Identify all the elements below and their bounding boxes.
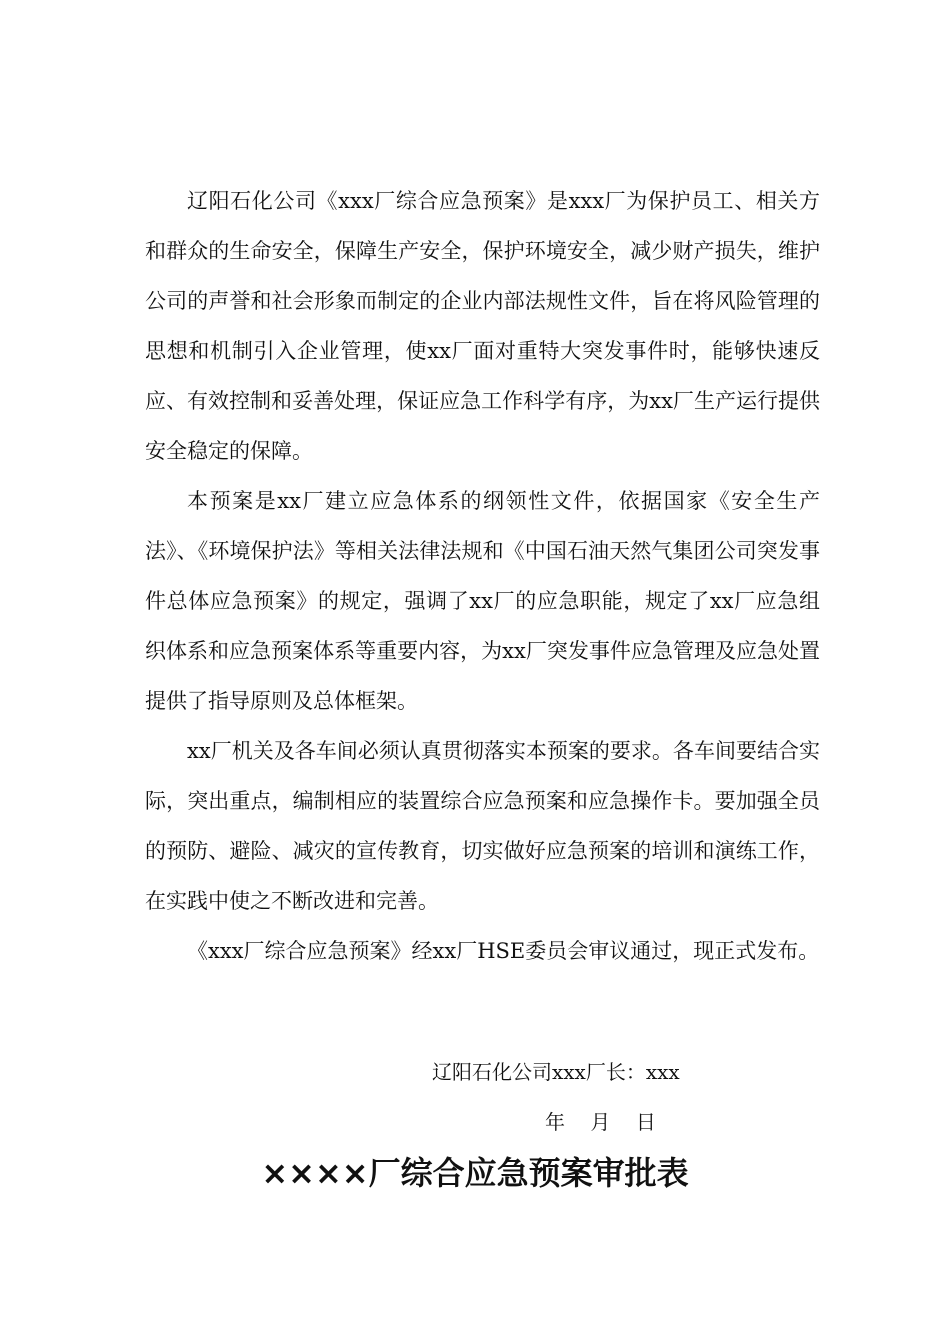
document-body bbox=[145, 176, 820, 976]
form-title: ××××厂综合应急预案审批表 bbox=[261, 1154, 689, 1192]
paragraph-2: 本预案是xx厂建立应急体系的纲领性文件，依据国家《安全生产法》、《环境保护法》等相关法律法规和《中国石油天然气集团公司突发事件总体应急预案》的规定，强调了xx厂的应急职能，规定了xx厂应急组织体系和应急预案体系等重要内容，为xx厂突发事件应急管理及应急处置提供了指导原则及总体框架。 bbox=[145, 489, 820, 713]
paragraph-1: 辽阳石化公司《xxx厂综合应急预案》是xxx厂为保护员工、相关方和群众的生命安全，保障生产安全，保护环境安全，减少财产损失，维护公司的声誉和社会形象而制定的企业内部法规性文件，旨在将风险管理的思想和机制引入企业管理，使xx厂面对重特大突发事件时，能够快速反应、有效控制和妥善处理，保证应急工作科学有序，为xx厂生产运行提供安全稳定的保障。 bbox=[145, 189, 820, 463]
date-line: 年 月 日 bbox=[545, 1110, 656, 1134]
paragraph-3: xx厂机关及各车间必须认真贯彻落实本预案的要求。各车间要结合实际，突出重点，编制相应的装置综合应急预案和应急操作卡。要加强全员的预防、避险、减灾的宣传教育，切实做好应急预案的培训和演练工作，在实践中使之不断改进和完善。 bbox=[145, 739, 820, 913]
signature-line: 辽阳石化公司xxx厂长：xxx bbox=[432, 1060, 680, 1084]
paragraph-4: 《xxx厂综合应急预案》经xx厂HSE委员会审议通过，现正式发布。 bbox=[187, 939, 820, 963]
